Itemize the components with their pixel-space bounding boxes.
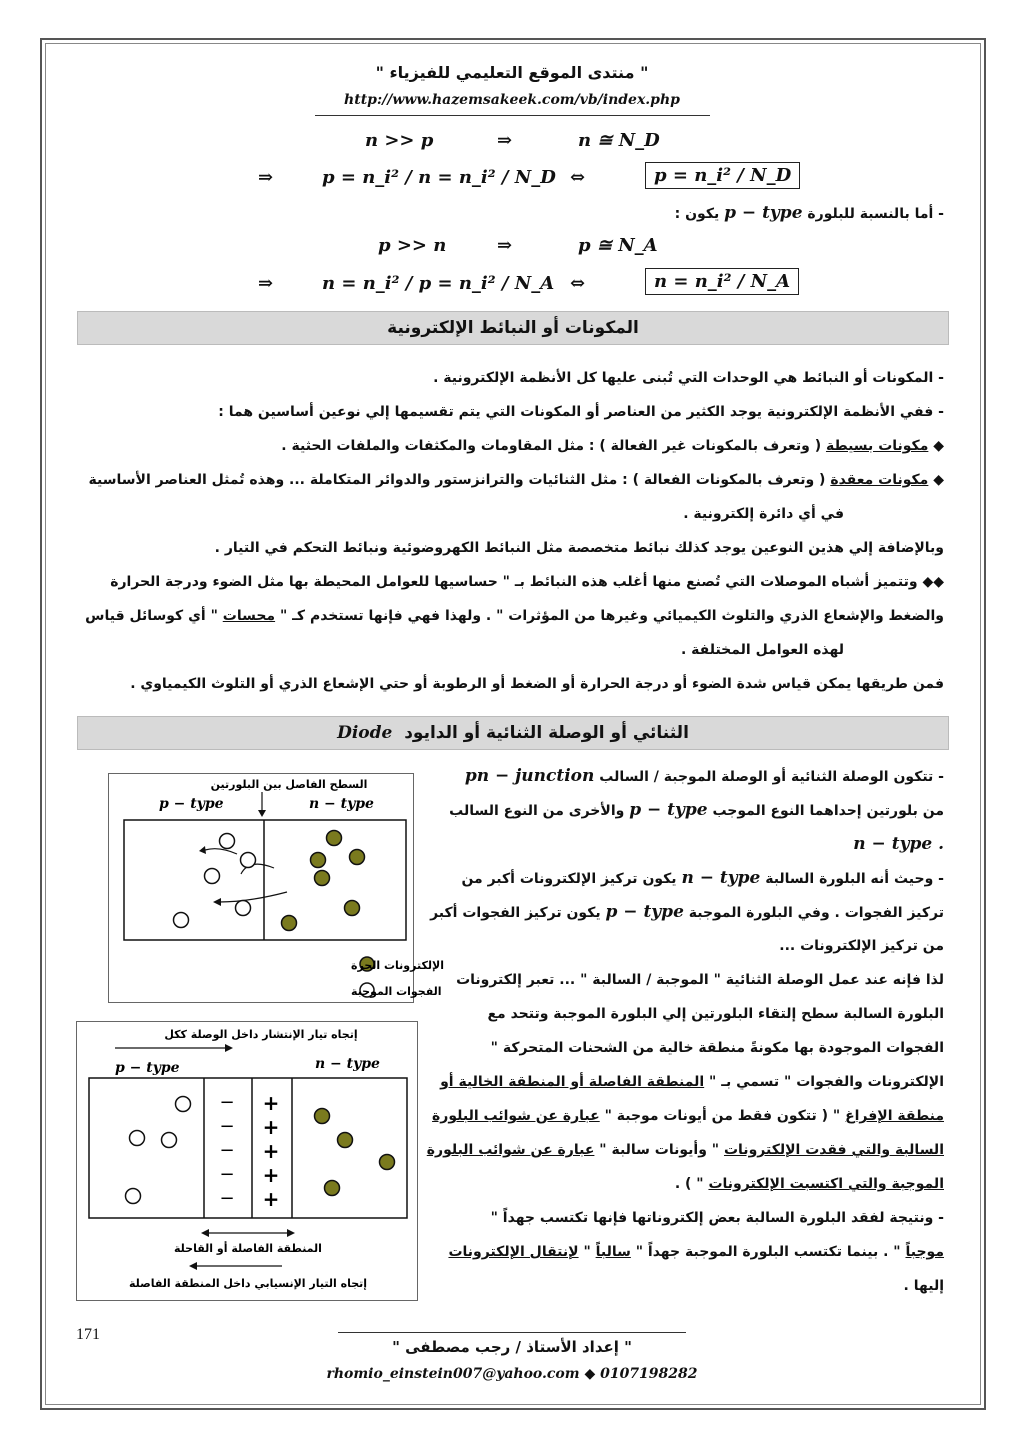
negative-ion: − <box>219 1116 235 1137</box>
hole <box>126 1189 141 1204</box>
footer-author: " إعداد الأستاذ / رجب مصطفى " <box>392 1338 632 1356</box>
paragraph: البلورة السالبة سطح إلتقاء البلورتين إلي البلورة الموجبة وتتحد مع <box>487 1006 944 1022</box>
electron <box>380 1155 395 1170</box>
p-type-label: p − type <box>159 796 224 812</box>
implies-arrow: ⇒ <box>497 130 513 151</box>
electron <box>315 871 330 886</box>
hole <box>130 1131 145 1146</box>
negative-ion: − <box>219 1164 235 1185</box>
paragraph: - ففي الأنظمة الإلكترونية يوجد الكثير من العناصر أو المكونات التي يتم تقسيمها إلي نوعين أساسين هما : <box>218 404 944 420</box>
electron <box>325 1181 340 1196</box>
eq-p-formula: p = n_i² / n = n_i² / N_D <box>322 167 556 188</box>
header-divider <box>315 115 710 116</box>
eq-n-formula: n = n_i² / p = n_i² / N_A <box>322 273 555 294</box>
eq-n-approx-nd: n ≅ N_D <box>578 130 660 151</box>
paragraph: - تتكون الوصلة الثنائية أو الوصلة الموجبة / السالب pn − junction <box>464 766 944 786</box>
iff-arrow: ⇔ <box>570 167 586 188</box>
forum-url[interactable]: http://www.hazemsakeek.com/vb/index.php <box>344 92 680 108</box>
paragraph: من تركيز الإلكترونات ... <box>779 938 944 954</box>
paragraph: إليها . <box>903 1278 944 1294</box>
hole <box>205 869 220 884</box>
paragraph: والضغط والإشعاع الذري والتلوث الكيميائي وغيرها من المؤثرات " . ولهذا فهي فإنها تستخدم كـ " محسات " أي كوسائل قياس <box>85 608 944 624</box>
electron <box>311 853 326 868</box>
positive-ion: + <box>262 1091 280 1115</box>
figure-2-top-label: إتجاه تيار الإنتشار داخل الوصلة ككل <box>164 1028 358 1041</box>
n-type-label: n − type <box>315 1056 380 1072</box>
forum-title: " منتدى الموقع التعليمي للفيزياء " <box>375 63 649 82</box>
paragraph: فمن طريقها يمكن قياس شدة الضوء أو درجة الحرارة أو الضغط أو الرطوبة أو حتي الإشعاع الذري أو التلوث الكيمياوي . <box>130 676 944 692</box>
electron <box>350 850 365 865</box>
negative-ion: − <box>219 1140 235 1161</box>
positive-ion: + <box>262 1139 280 1163</box>
iff-arrow: ⇔ <box>570 273 586 294</box>
paragraph: - المكونات أو النبائط هي الوحدات التي تُبنى عليها كل الأنظمة الإلكترونية . <box>433 370 944 386</box>
section-title-diode: الثنائي أو الوصلة الثنائية أو الدايود Diode <box>77 716 949 750</box>
paragraph: لذا فإنه عند عمل الوصلة الثنائية " الموجبة / السالبة " ... تعبر إلكترونات <box>456 972 944 988</box>
bullet-complex-components: ◆ مكونات معقدة ( وتعرف بالمكونات الفعالة ) : مثل الثنائيات والترانزستور والدوائر المتكاملة ... وهذه تُمثل العناصر الأساسية <box>88 472 944 488</box>
electron <box>327 831 342 846</box>
paragraph: الإلكترونات والفجوات " تسمي بـ " المنطقة الفاصلة أو المنطقة الخالية أو <box>440 1074 944 1090</box>
hole <box>241 853 256 868</box>
positive-ion: + <box>262 1115 280 1139</box>
eq-n-boxed: n = n_i² / N_A <box>645 268 799 295</box>
page-number: 171 <box>76 1326 100 1343</box>
paragraph: الفجوات الموجودة بها مكونةً منطقة خالية من الشحنات المتحركة " <box>490 1040 944 1056</box>
crystal-block <box>124 820 406 940</box>
paragraph: في أي دائرة إلكترونية . <box>683 506 844 522</box>
paragraph: - ونتيجة لفقد البلورة السالبة بعض إلكتروناتها فإنها تكتسب جهداً " <box>490 1210 944 1226</box>
figure-pn-junction-carriers <box>108 773 444 1003</box>
footer-divider <box>338 1332 686 1333</box>
bullet-simple-components: ◆ مكونات بسيطة ( وتعرف بالمكونات غير الفعالة ) : مثل المقاومات والمكثفات والملفات الحثية . <box>281 438 944 454</box>
positive-ion: + <box>262 1187 280 1211</box>
figure-2-drawing <box>77 1022 419 1302</box>
negative-ion: − <box>219 1188 235 1209</box>
p-type-intro: - أما بالنسبة للبلورة p − type يكون : <box>674 203 944 223</box>
drift-current-label: إتجاه التيار الإنسيابي داخل المنطقة الفاصلة <box>128 1277 368 1290</box>
paragraph: الموجبة والتي اكتسبت الإلكترونات " ) . <box>674 1176 944 1192</box>
legend-holes: الفجوات الموجبة <box>351 985 442 998</box>
paragraph: منطقة الإفراغ " ( تتكون فقط من أيونات موجبة " عبارة عن شوائب البلورة <box>432 1108 944 1124</box>
hole <box>220 834 235 849</box>
eq-n-much-greater-p: n >> p <box>365 130 434 151</box>
eq-p-boxed: p = n_i² / N_D <box>645 162 800 189</box>
hole <box>176 1097 191 1112</box>
n-type-label: n − type <box>309 796 374 812</box>
paragraph: - وحيث أنه البلورة السالبة n − type يكون تركيز الإلكترونات أكبر من <box>461 868 944 888</box>
eq-p-much-greater-n: p >> n <box>378 235 447 256</box>
paragraph: ◆◆ وتتميز أشباه الموصلات التي تُصنع منها أغلب هذه النبائط بـ " حساسيها للعوامل المحيطة بها مثل الضوء ودرجة الحرارة <box>110 574 944 590</box>
section-title-components: المكونات أو النبائط الإلكترونية <box>77 311 949 345</box>
hole <box>236 901 251 916</box>
depletion-region-label: المنطقة الفاصلة أو القاحلة <box>174 1242 322 1255</box>
negative-ion: − <box>219 1092 235 1113</box>
paragraph: موجباً " . بينما تكتسب البلورة الموجبة جهداً " سالباً " لإنتقال الإلكترونات <box>448 1244 944 1260</box>
paragraph: وبالإضافة إلي هذين النوعين يوجد كذلك نبائط متخصصة مثل النبائط الكهروضوئية ونبائط التحكم في التيار . <box>214 540 944 556</box>
paragraph: السالبة والتي فقدت الإلكترونات " وأيونات سالبة " عبارة عن شوائب البلورة <box>426 1142 944 1158</box>
implies-arrow: ⇒ <box>497 235 513 256</box>
paragraph: لهذه العوامل المختلفة . <box>680 642 844 658</box>
electron <box>282 916 297 931</box>
paragraph: من بلورتين إحداهما النوع الموجب p − type والأخرى من النوع السالب <box>449 800 944 820</box>
electron <box>315 1109 330 1124</box>
figure-1-drawing <box>109 774 444 1004</box>
electron <box>338 1133 353 1148</box>
figure-depletion-region <box>76 1021 418 1301</box>
implies-arrow: ⇒ <box>258 273 274 294</box>
paragraph: n − type . <box>853 834 944 854</box>
hole <box>162 1133 177 1148</box>
hole <box>174 913 189 928</box>
paragraph: تركيز الفجوات . وفي البلورة الموجبة p − type يكون تركيز الفجوات أكبر <box>430 902 944 922</box>
document-page <box>60 55 964 1395</box>
legend-electrons: الإلكترونات الحرة <box>351 959 444 972</box>
implies-arrow: ⇒ <box>258 167 274 188</box>
p-type-label: p − type <box>115 1060 180 1076</box>
electron <box>345 901 360 916</box>
eq-p-approx-na: p ≅ N_A <box>578 235 658 256</box>
figure-1-top-label: السطح الفاصل بين البلورتين <box>210 778 368 791</box>
footer-contact: rhomio_einstein007@yahoo.com ◆ 0107198282 <box>326 1366 698 1382</box>
positive-ion: + <box>262 1163 280 1187</box>
